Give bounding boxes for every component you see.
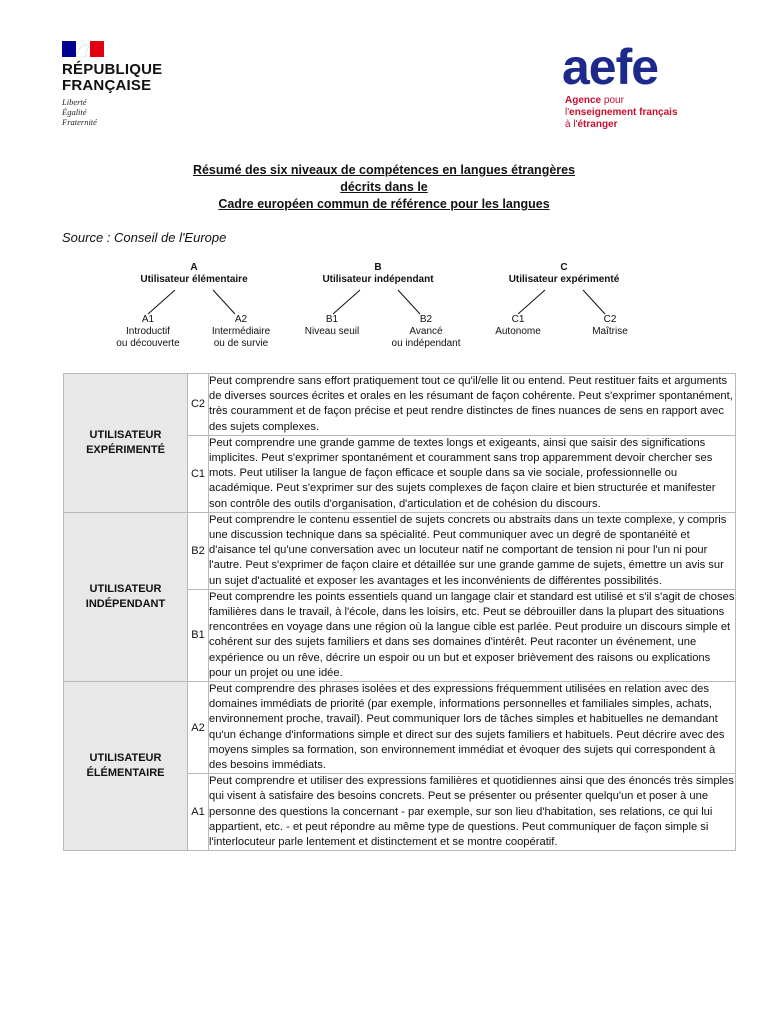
level-c-letter: C <box>560 262 568 273</box>
republique-motto: Liberté Égalité Fraternité <box>62 97 97 127</box>
svg-text:aefe: aefe <box>562 44 659 90</box>
level-description-b2: Peut comprendre le contenu essentiel de sujets concrets ou abstraits dans un texte complexe, y compris une discussion technique dans sa spécialité. Peut communiquer avec un degré de spontanéité et d'aisance tel qu'une conversation avec un locuteur natif ne comportant de tension ni pour l'un ni pour l'autre. Peut s'exprimer de façon claire et détaillée sur une grande gamme de sujets, émettre un avis sur un sujet d'actualité et exposer les avantages et les inconvénients de différentes possibilités. <box>209 512 736 589</box>
sublevel-c2: C2 Maîtrise <box>592 314 628 337</box>
table-row <box>64 374 736 436</box>
levels-diagram <box>0 258 768 358</box>
group-cell-independant: UTILISATEUR INDÉPENDANT <box>64 512 188 681</box>
level-code-a1: A1 <box>188 774 209 851</box>
level-c-label: Utilisateur expérimenté <box>508 274 620 285</box>
level-b-label: Utilisateur indépendant <box>322 274 434 285</box>
aefe-logo <box>562 44 684 90</box>
level-description-a2: Peut comprendre des phrases isolées et des expressions fréquemment utilisées en relation avec des domaines immédiats de priorité (par exemple, informations personnelles et familiales simples, achats, environnement proche, travail). Peut communiquer lors de tâches simples et habituelles ne demandant qu'un échange d'informations simple et direct sur des sujets familiers et habituels. Peut décrire avec des moyens simples sa formation, son environnement immédiat et évoquer des sujets qui correspondent à des besoins immédiats. <box>209 682 736 774</box>
level-description-c2: Peut comprendre sans effort pratiquement tout ce qu'il/elle lit ou entend. Peut restituer faits et arguments de diverses sources écrites et orales en les résumant de façon cohérente. Peut s'exprimer spontanément, très couramment et de façon précise et peut rendre distinctes de fines nuances de sens en rapport avec des sujets complexes. <box>209 374 736 436</box>
republique-francaise-logo-text: RÉPUBLIQUE FRANÇAISE <box>62 61 163 94</box>
document-title: Résumé des six niveaux de compétences en langues étrangères décrits dans le Cadre européen commun de référence pour les langues <box>192 163 576 211</box>
marianne-flag-icon <box>62 41 104 57</box>
level-code-a2: A2 <box>188 682 209 774</box>
level-description-c1: Peut comprendre une grande gamme de textes longs et exigeants, ainsi que saisir des significations implicites. Peut s'exprimer spontanément et couramment sans trop apparemment devoir chercher ses mots. Peut utiliser la langue de façon efficace et souple dans sa vie sociale, professionnelle ou académique. Peut s'exprimer sur des sujets complexes de façon claire et bien structurée et manifester son contrôle des outils d'organisation, d'articulation et de cohésion du discours. <box>209 435 736 512</box>
cecr-levels-table <box>63 373 736 851</box>
table-row <box>64 682 736 774</box>
group-cell-experimente: UTILISATEUR EXPÉRIMENTÉ <box>64 374 188 513</box>
level-a-label: Utilisateur élémentaire <box>140 274 248 285</box>
level-code-b1: B1 <box>188 589 209 681</box>
sublevel-a1: A1 Introductif ou découverte <box>116 314 180 349</box>
sublevel-b1: B1 Niveau seuil <box>304 314 360 337</box>
sublevel-c1: C1 Autonome <box>495 314 541 337</box>
level-code-c1: C1 <box>188 435 209 512</box>
level-b-letter: B <box>374 262 382 273</box>
sublevel-b2: B2 Avancé ou indépendant <box>391 314 461 349</box>
level-code-c2: C2 <box>188 374 209 436</box>
level-description-b1: Peut comprendre les points essentiels quand un langage clair et standard est utilisé et s'il s'agit de choses familières dans le travail, à l'école, dans les loisirs, etc. Peut se débrouiller dans la plupart des situations rencontrées en voyage dans une région où la langue cible est parlée. Peut produire un discours simple et cohérent sur des sujets familiers et dans ses domaines d'intérêt. Peut raconter un événement, une expérience ou un rêve, décrire un espoir ou un but et exposer brièvement des raisons ou explications pour un projet ou une idée. <box>209 589 736 681</box>
group-cell-elementaire: UTILISATEUR ÉLÉMENTAIRE <box>64 682 188 851</box>
level-description-a1: Peut comprendre et utiliser des expressions familières et quotidiennes ainsi que des énoncés très simples qui visent à satisfaire des besoins concrets. Peut se présenter ou présenter quelqu'un et poser à une personne des questions la concernant - par exemple, sur son lieu d'habitation, ses relations, ce qui lui appartient, etc. - et peut répondre au même type de questions. Peut communiquer de façon simple si l'interlocuteur parle lentement et distinctement et se montre coopératif. <box>209 774 736 851</box>
source-line: Source : Conseil de l'Europe <box>62 230 227 245</box>
sublevel-a2: A2 Intermédiaire ou de survie <box>211 314 271 349</box>
level-code-b2: B2 <box>188 512 209 589</box>
level-a-letter: A <box>190 262 198 273</box>
table-row <box>64 512 736 589</box>
aefe-subtitle: Agence pour l'enseignement français à l'étranger <box>565 95 678 130</box>
